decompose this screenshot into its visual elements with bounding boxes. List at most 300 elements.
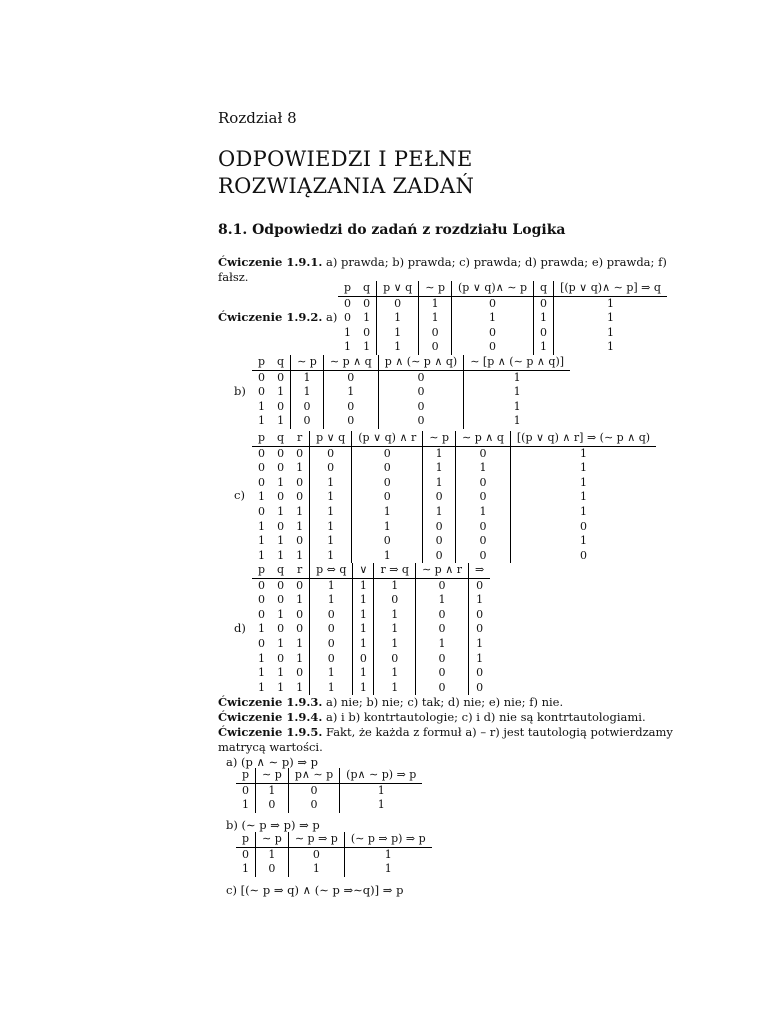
- table-row: [252, 446, 656, 461]
- exercise-1-9-5: [218, 725, 673, 755]
- table-cell: 1: [606, 296, 614, 310]
- table-cell: 0: [419, 340, 452, 355]
- table-row: [252, 414, 570, 429]
- column-header: q: [534, 281, 554, 296]
- table-cell: 1: [476, 593, 484, 607]
- subtask-b: b) (∼ p ⇒ p) ⇒ p: [226, 818, 320, 832]
- exercise-label: Ćwiczenie 1.9.1.: [218, 255, 323, 269]
- table-cell: 0: [415, 666, 468, 681]
- table-cell: 1: [419, 311, 452, 326]
- column-header: p ∨ q: [377, 281, 419, 296]
- table-cell: 0: [357, 296, 377, 311]
- column-header: ∼ p: [291, 355, 324, 370]
- table-cell: 1: [423, 461, 456, 476]
- truth-table-f: [236, 832, 432, 877]
- table-cell: 0: [258, 370, 266, 384]
- table-cell: 1: [353, 622, 374, 637]
- column-header: (p ∨ q)∧ ∼ p: [452, 281, 534, 296]
- table-cell: 0: [419, 326, 452, 341]
- table-cell: 0: [258, 504, 266, 518]
- table-cell: 1: [310, 534, 352, 549]
- table-cell: 1: [258, 414, 266, 428]
- exercise-text-cont: fałsz.: [218, 270, 249, 284]
- table-cell: 0: [452, 326, 534, 341]
- table-cell: 1: [352, 549, 423, 564]
- subtask-a: a) (p ∧ ∼ p) ⇒ p: [226, 755, 319, 769]
- table-cell: 0: [344, 296, 352, 310]
- table-cell: 0: [415, 578, 468, 593]
- subtask-c: c) [(∼ p ⇒ q) ∧ (∼ p ⇒∼q)] ⇒ p: [226, 883, 404, 897]
- chapter-label: Rozdział 8: [218, 109, 297, 127]
- exercise-1-9-4: [218, 710, 646, 725]
- table-cell: 1: [513, 414, 521, 428]
- table-cell: 0: [277, 490, 285, 504]
- table-cell: 1: [384, 862, 392, 876]
- table-cell: 1: [579, 461, 587, 475]
- column-header: ∼ p: [423, 431, 456, 446]
- label-b: b): [234, 384, 246, 398]
- table-cell: 1: [310, 593, 353, 608]
- table-row: [236, 862, 432, 877]
- table-cell: 0: [476, 680, 484, 694]
- table-cell: 0: [277, 578, 285, 592]
- exercise-label: Ćwiczenie 1.9.5.: [218, 725, 323, 739]
- column-header: p: [236, 832, 256, 847]
- table-cell: 0: [352, 446, 423, 461]
- table-cell: 1: [323, 385, 378, 400]
- column-header: ∼ p: [419, 281, 452, 296]
- table-cell: 1: [579, 534, 587, 548]
- table-row: [252, 549, 656, 564]
- table-cell: 1: [415, 637, 468, 652]
- column-header: p: [252, 431, 271, 446]
- table-row: [252, 534, 656, 549]
- table-cell: 1: [579, 475, 587, 489]
- table-cell: 0: [277, 593, 285, 607]
- table-cell: 0: [374, 652, 416, 667]
- table-cell: 0: [277, 622, 285, 636]
- table-cell: 1: [258, 534, 266, 548]
- table-row: [252, 490, 656, 505]
- table-cell: 1: [277, 666, 285, 680]
- truth-table-e: [236, 768, 422, 813]
- table-cell: 0: [579, 519, 587, 533]
- table-cell: 1: [534, 340, 554, 355]
- table-cell: 1: [353, 578, 374, 593]
- table-cell: 1: [290, 637, 310, 652]
- table-cell: 1: [384, 847, 392, 861]
- label-d: d): [234, 621, 246, 635]
- table-cell: 0: [291, 400, 324, 415]
- table-cell: 1: [277, 607, 285, 621]
- table-cell: 1: [310, 549, 352, 564]
- table-cell: 0: [310, 637, 353, 652]
- exercise-label: Ćwiczenie 1.9.3.: [218, 695, 323, 709]
- table-cell: 1: [377, 311, 419, 326]
- table-row: [252, 476, 656, 491]
- table-cell: 0: [534, 296, 554, 311]
- table-cell: 0: [378, 385, 464, 400]
- table-cell: 1: [452, 311, 534, 326]
- exercise-text: a): [322, 310, 338, 324]
- table-cell: 1: [419, 296, 452, 311]
- table-cell: 1: [310, 666, 353, 681]
- truth-table-c: [252, 431, 656, 563]
- table-cell: 1: [513, 385, 521, 399]
- table-row: [252, 520, 656, 535]
- table-cell: 0: [357, 326, 377, 341]
- table-cell: 0: [290, 666, 310, 681]
- table-cell: 1: [236, 798, 256, 813]
- table-row: [338, 340, 667, 355]
- column-header: (p ∨ q) ∧ r: [352, 431, 423, 446]
- table-cell: 0: [423, 534, 456, 549]
- header-row: [252, 431, 656, 446]
- column-header: ⇒: [469, 563, 491, 578]
- column-header: q: [357, 281, 377, 296]
- table-cell: 0: [310, 608, 353, 623]
- table-cell: 0: [256, 798, 289, 813]
- table-cell: 0: [258, 607, 266, 621]
- column-header: ∼ p: [256, 768, 289, 783]
- table-cell: 0: [423, 549, 456, 564]
- table-cell: 1: [353, 666, 374, 681]
- table-cell: 1: [353, 681, 374, 696]
- table-cell: 1: [277, 475, 285, 489]
- exercise-text: Fakt, że każda z formuł a) – r) jest tautologią potwierdzamy: [322, 725, 673, 739]
- table-cell: 0: [476, 578, 484, 592]
- chapter-title-line-1: ODPOWIEDZI I PEŁNE: [218, 147, 473, 171]
- table-row: [338, 311, 667, 326]
- table-cell: 0: [271, 370, 291, 385]
- column-header: [(p ∨ q) ∧ r] ⇒ (∼ p ∧ q): [510, 431, 656, 446]
- table-cell: 1: [277, 680, 285, 694]
- table-cell: 1: [415, 593, 468, 608]
- table-cell: 1: [353, 608, 374, 623]
- exercise-text: a) nie; b) nie; c) tak; d) nie; e) nie; f) nie.: [322, 695, 564, 709]
- table-row: [252, 622, 490, 637]
- table-cell: 0: [277, 461, 285, 475]
- table-cell: 1: [353, 593, 374, 608]
- column-header: p: [338, 281, 357, 296]
- label-c: c): [234, 488, 245, 502]
- table-cell: 0: [290, 476, 310, 491]
- table-cell: 1: [374, 666, 416, 681]
- column-header: p ⇔ q: [310, 563, 353, 578]
- table-cell: 0: [456, 490, 511, 505]
- column-header: r ⇒ q: [374, 563, 416, 578]
- table-cell: 0: [456, 520, 511, 535]
- table-cell: 1: [353, 637, 374, 652]
- chapter-title: [218, 146, 474, 200]
- exercise-text-cont: matrycą wartości.: [218, 740, 323, 754]
- column-header: q: [271, 355, 291, 370]
- table-cell: 0: [476, 607, 484, 621]
- table-cell: 0: [277, 446, 285, 460]
- table-cell: 0: [290, 608, 310, 623]
- table-cell: 0: [352, 490, 423, 505]
- table-cell: 0: [258, 475, 266, 489]
- column-header: ∼ [p ∧ (∼ p ∧ q)]: [464, 355, 570, 370]
- column-header: ∨: [353, 563, 374, 578]
- table-cell: 0: [352, 534, 423, 549]
- column-header: [(p ∨ q)∧ ∼ p] ⇒ q: [554, 281, 667, 296]
- table-cell: 1: [476, 636, 484, 650]
- table-cell: 0: [378, 414, 464, 429]
- table-cell: 0: [378, 370, 464, 385]
- table-cell: 1: [271, 385, 291, 400]
- table-cell: 1: [377, 340, 419, 355]
- table-row: [252, 608, 490, 623]
- table-row: [252, 370, 570, 385]
- column-header: p: [236, 768, 256, 783]
- exercise-text: a) i b) kontrtautologie; c) i d) nie są kontrtautologiami.: [322, 710, 646, 724]
- table-cell: 0: [288, 783, 339, 798]
- table-cell: 1: [606, 325, 614, 339]
- table-cell: 1: [290, 520, 310, 535]
- table-cell: 0: [456, 476, 511, 491]
- table-cell: 0: [310, 622, 353, 637]
- header-row: [338, 281, 667, 296]
- table-cell: 1: [256, 847, 289, 862]
- table-cell: 1: [377, 783, 385, 797]
- table-cell: 0: [291, 414, 324, 429]
- table-cell: 1: [456, 461, 511, 476]
- table-cell: 1: [357, 311, 377, 326]
- column-header: ∼ p: [256, 832, 289, 847]
- column-header: r: [290, 563, 310, 578]
- table-cell: 0: [476, 622, 484, 636]
- table-cell: 0: [456, 549, 511, 564]
- exercise-1-9-2: [218, 310, 337, 325]
- table-cell: 1: [357, 340, 377, 355]
- table-cell: 1: [277, 534, 285, 548]
- table-cell: 0: [258, 446, 266, 460]
- table-row: [236, 798, 422, 813]
- table-cell: 1: [258, 548, 266, 562]
- table-cell: 0: [323, 414, 378, 429]
- table-row: [252, 400, 570, 415]
- table-row: [252, 593, 490, 608]
- table-cell: 0: [290, 622, 310, 637]
- table-row: [252, 652, 490, 667]
- table-cell: 1: [513, 370, 521, 384]
- table-cell: 1: [374, 578, 416, 593]
- exercise-text: a) prawda; b) prawda; c) prawda; d) prawda; e) prawda; f): [322, 255, 667, 269]
- table-row: [252, 637, 490, 652]
- header-row: [252, 355, 570, 370]
- table-cell: 1: [290, 461, 310, 476]
- table-cell: 0: [415, 622, 468, 637]
- table-cell: 0: [310, 446, 352, 461]
- table-cell: 0: [323, 370, 378, 385]
- exercise-1-9-3: [218, 695, 563, 710]
- table-cell: 1: [310, 578, 353, 593]
- table-cell: 1: [258, 399, 266, 413]
- table-cell: 0: [290, 446, 310, 461]
- table-cell: 0: [310, 652, 353, 667]
- column-header: q: [271, 431, 290, 446]
- table-cell: 0: [277, 651, 285, 665]
- table-cell: 1: [513, 399, 521, 413]
- table-cell: 1: [258, 622, 266, 636]
- table-cell: 0: [290, 490, 310, 505]
- table-cell: 1: [290, 593, 310, 608]
- table-cell: 0: [423, 490, 456, 505]
- table-cell: 1: [310, 681, 353, 696]
- chapter-title-line-2: ROZWIĄZANIA ZADAŃ: [218, 174, 475, 198]
- table-cell: 1: [290, 652, 310, 667]
- table-cell: 0: [310, 461, 352, 476]
- table-cell: 0: [452, 340, 534, 355]
- table-cell: 0: [423, 520, 456, 535]
- table-cell: 1: [291, 370, 324, 385]
- column-header: r: [290, 431, 310, 446]
- exercise-label: Ćwiczenie 1.9.4.: [218, 710, 323, 724]
- table-cell: 0: [256, 862, 289, 877]
- table-cell: 0: [378, 400, 464, 415]
- table-cell: 0: [476, 666, 484, 680]
- table-row: [338, 296, 667, 311]
- table-cell: 0: [236, 847, 256, 862]
- table-cell: 1: [377, 798, 385, 812]
- table-cell: 0: [271, 400, 291, 415]
- header-row: [236, 768, 422, 783]
- table-cell: 1: [271, 414, 291, 429]
- column-header: p ∧ (∼ p ∧ q): [378, 355, 464, 370]
- table-cell: 0: [290, 578, 310, 593]
- table-cell: 0: [344, 311, 352, 325]
- column-header: ∼ p ∧ q: [323, 355, 378, 370]
- table-cell: 1: [288, 862, 344, 877]
- exercise-label: Ćwiczenie 1.9.2.: [218, 310, 323, 324]
- table-cell: 1: [423, 446, 456, 461]
- column-header: p ∨ q: [310, 431, 352, 446]
- table-cell: 1: [476, 651, 484, 665]
- table-cell: 1: [258, 680, 266, 694]
- truth-table-a: [338, 281, 667, 355]
- truth-table-d: [252, 563, 490, 695]
- table-cell: 1: [579, 504, 587, 518]
- table-cell: 0: [415, 608, 468, 623]
- header-row: [252, 563, 490, 578]
- table-cell: 0: [456, 446, 511, 461]
- table-cell: 0: [452, 296, 534, 311]
- column-header: ∼ p ∧ r: [415, 563, 468, 578]
- column-header: (p∧ ∼ p) ⇒ p: [340, 768, 423, 783]
- table-cell: 1: [310, 520, 352, 535]
- table-cell: 1: [290, 681, 310, 696]
- table-cell: 0: [415, 681, 468, 696]
- table-cell: 0: [456, 534, 511, 549]
- table-cell: 0: [353, 652, 374, 667]
- table-cell: 0: [290, 534, 310, 549]
- table-cell: 1: [256, 783, 289, 798]
- table-row: [252, 681, 490, 696]
- table-cell: 1: [534, 311, 554, 326]
- table-row: [252, 461, 656, 476]
- table-cell: 0: [288, 798, 339, 813]
- table-cell: 1: [352, 505, 423, 520]
- table-cell: 0: [258, 593, 266, 607]
- column-header: p: [252, 563, 271, 578]
- table-cell: 1: [236, 862, 256, 877]
- table-cell: 1: [606, 340, 614, 354]
- table-row: [338, 326, 667, 341]
- table-cell: 0: [415, 652, 468, 667]
- table-cell: 1: [579, 446, 587, 460]
- table-cell: 1: [310, 490, 352, 505]
- table-cell: 1: [258, 651, 266, 665]
- column-header: ∼ p ∧ q: [456, 431, 511, 446]
- table-cell: 1: [344, 340, 352, 354]
- table-cell: 1: [606, 311, 614, 325]
- truth-table-b: [252, 355, 570, 429]
- table-cell: 0: [377, 296, 419, 311]
- table-cell: 1: [579, 490, 587, 504]
- table-cell: 1: [374, 637, 416, 652]
- table-row: [252, 578, 490, 593]
- table-cell: 0: [579, 548, 587, 562]
- table-cell: 1: [456, 505, 511, 520]
- table-cell: 1: [258, 666, 266, 680]
- table-row: [252, 385, 570, 400]
- column-header: p: [252, 355, 271, 370]
- table-cell: 1: [377, 326, 419, 341]
- table-row: [236, 783, 422, 798]
- table-cell: 0: [236, 783, 256, 798]
- table-cell: 0: [374, 593, 416, 608]
- table-cell: 0: [288, 847, 344, 862]
- table-cell: 1: [310, 476, 352, 491]
- table-cell: 1: [291, 385, 324, 400]
- column-header: p∧ ∼ p: [288, 768, 339, 783]
- table-cell: 0: [352, 476, 423, 491]
- column-header: q: [271, 563, 290, 578]
- column-header: (∼ p ⇒ p) ⇒ p: [344, 832, 431, 847]
- table-cell: 1: [290, 505, 310, 520]
- table-cell: 1: [352, 520, 423, 535]
- table-cell: 1: [310, 505, 352, 520]
- table-cell: 1: [258, 519, 266, 533]
- table-cell: 1: [277, 504, 285, 518]
- table-row: [252, 666, 490, 681]
- table-cell: 1: [290, 549, 310, 564]
- header-row: [236, 832, 432, 847]
- table-cell: 1: [344, 325, 352, 339]
- table-cell: 0: [277, 519, 285, 533]
- table-cell: 1: [277, 548, 285, 562]
- table-cell: 0: [534, 326, 554, 341]
- column-header: ∼ p ⇒ p: [288, 832, 344, 847]
- table-cell: 0: [323, 400, 378, 415]
- section-heading: 8.1. Odpowiedzi do zadań z rozdziału Logika: [218, 222, 566, 238]
- table-cell: 1: [423, 476, 456, 491]
- table-cell: 0: [352, 461, 423, 476]
- table-row: [252, 505, 656, 520]
- table-cell: 0: [258, 461, 266, 475]
- table-cell: 1: [277, 636, 285, 650]
- table-cell: 1: [423, 505, 456, 520]
- table-cell: 0: [258, 636, 266, 650]
- table-cell: 1: [374, 608, 416, 623]
- table-cell: 1: [374, 622, 416, 637]
- table-cell: 1: [374, 681, 416, 696]
- table-cell: 1: [258, 490, 266, 504]
- table-row: [236, 847, 432, 862]
- table-cell: 0: [258, 385, 266, 399]
- table-cell: 0: [258, 578, 266, 592]
